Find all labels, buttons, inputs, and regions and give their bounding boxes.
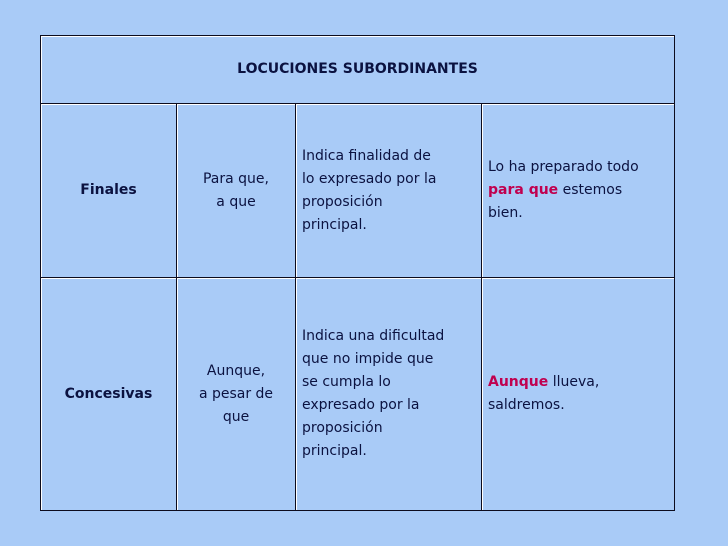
description-cell (296, 278, 482, 511)
description-line: principal. (302, 443, 367, 459)
example-line (488, 179, 668, 202)
locuciones-table (40, 35, 675, 511)
description-line: expresado por la (302, 397, 420, 413)
description-line: que no impide que (302, 351, 434, 367)
title-row (41, 36, 675, 104)
example-text: llueva, (548, 374, 600, 390)
example-line: Lo ha preparado todo (488, 159, 639, 175)
example-text: estemos (558, 182, 623, 198)
example-cell (482, 104, 675, 278)
description-line: proposición (302, 420, 383, 436)
example-line: bien. (488, 205, 523, 221)
description-line: principal. (302, 216, 367, 233)
connector-cell (177, 104, 296, 278)
description-cell (296, 104, 482, 278)
highlighted-connector: para que (488, 182, 559, 198)
connector-line: Para que, (202, 170, 269, 187)
example-line (488, 371, 668, 394)
connector-cell (177, 278, 296, 511)
description-line: Indica finalidad de (302, 147, 431, 164)
description-line: Indica una dificultad (302, 328, 445, 344)
example-line: saldremos. (488, 397, 565, 413)
highlighted-connector: Aunque (488, 374, 549, 390)
type-cell: Concesivas (41, 278, 177, 511)
description-line: se cumpla lo (302, 374, 391, 390)
connector-line: a que (216, 193, 256, 210)
table-row-finales (41, 104, 675, 278)
table-row-concesivas (41, 278, 675, 511)
type-cell: Finales (41, 104, 177, 278)
connector-line: que (222, 408, 250, 425)
description-line: lo expresado por la (302, 170, 437, 187)
description-line: proposición (302, 193, 383, 210)
table-title: LOCUCIONES SUBORDINANTES (41, 36, 675, 104)
connector-line: Aunque, (206, 362, 266, 379)
connector-line: a pesar de (198, 385, 274, 402)
example-cell (482, 278, 675, 511)
